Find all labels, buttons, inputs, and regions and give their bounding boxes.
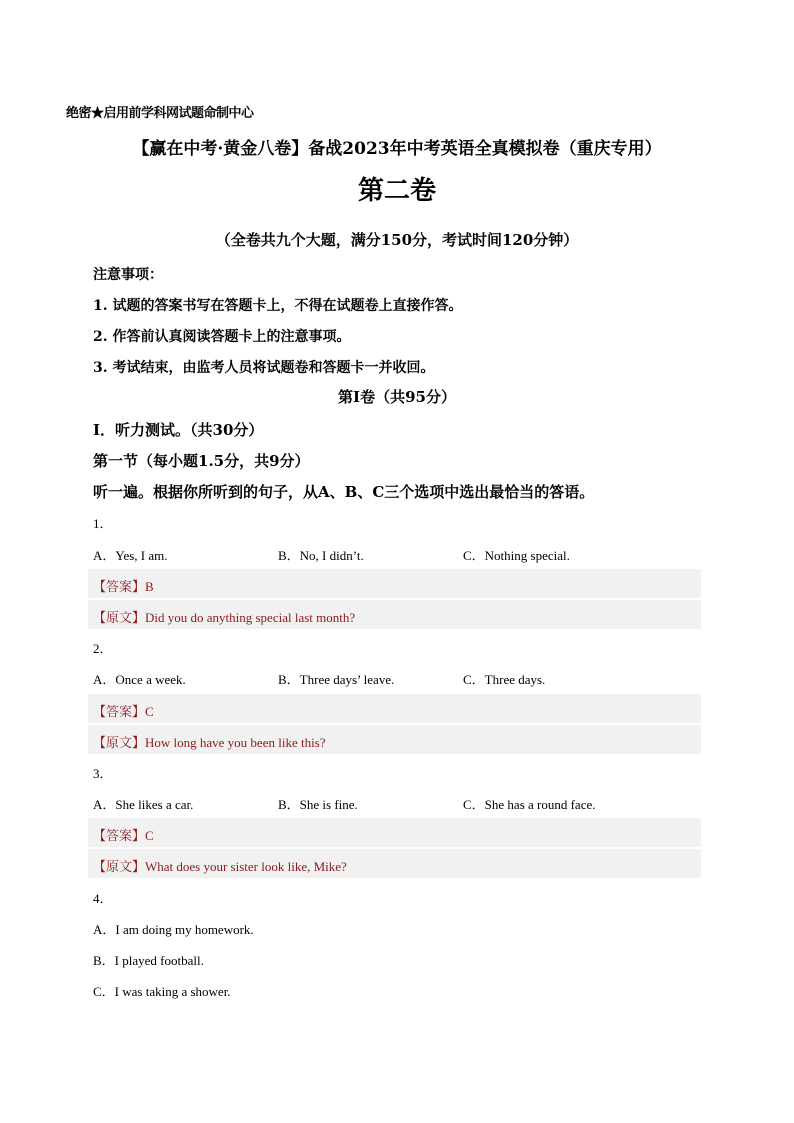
exam-subtitle: （全卷共九个大题，满分150分，考试时间120分钟） xyxy=(215,231,579,249)
notes-heading: 注意事项： xyxy=(93,267,163,283)
answer-text: 【答案】C xyxy=(93,828,154,843)
transcript-text: 【原文】Did you do anything special last month? xyxy=(93,610,356,625)
question-number: 2． xyxy=(93,641,113,656)
part-heading: 第I卷（共95分） xyxy=(338,388,456,406)
answer-band xyxy=(88,569,701,598)
note-item: 2. 作答前认真阅读答题卡上的注意事项。 xyxy=(93,329,351,345)
section-heading: I．听力测试。（共30分） xyxy=(93,421,264,439)
answer-band xyxy=(88,818,701,847)
subsection-heading: 第一节（每小题1.5分，共9分） xyxy=(93,452,310,470)
transcript-band xyxy=(88,600,701,629)
answer-text: 【答案】B xyxy=(93,579,154,594)
note-item: 3. 考试结束，由监考人员将试题卷和答题卡一并收回。 xyxy=(93,360,435,376)
option-a: A．Once a week. xyxy=(93,672,186,687)
question-number: 4． xyxy=(93,891,113,906)
volume-title: 第二卷 xyxy=(357,176,436,206)
transcript-text: 【原文】How long have you been like this? xyxy=(93,735,326,750)
option-c: C．Nothing special. xyxy=(463,548,570,563)
option-b: B．No, I didn’t. xyxy=(278,548,364,563)
option-a: A．I am doing my homework. xyxy=(93,922,254,937)
question-number: 1． xyxy=(93,516,113,531)
answer-band xyxy=(88,694,701,723)
option-b: B．She is fine. xyxy=(278,797,358,812)
secret-label: 绝密★启用前学科网试题命制中心 xyxy=(66,106,254,121)
option-a: A．Yes, I am. xyxy=(93,548,168,563)
transcript-band xyxy=(88,849,701,878)
option-b: B．Three days’ leave. xyxy=(278,672,395,687)
note-item: 1. 试题的答案书写在答题卡上，不得在试题卷上直接作答。 xyxy=(93,298,463,314)
transcript-band xyxy=(88,725,701,754)
option-a: A．She likes a car. xyxy=(93,797,194,812)
option-c: C．She has a round face. xyxy=(463,797,596,812)
option-c: C．I was taking a shower. xyxy=(93,984,231,999)
answer-text: 【答案】C xyxy=(93,704,154,719)
option-b: B．I played football. xyxy=(93,953,204,968)
section-instruction: 听一遍。根据你所听到的句子，从A、B、C三个选项中选出最恰当的答语。 xyxy=(93,483,595,501)
question-number: 3． xyxy=(93,766,113,781)
option-c: C．Three days. xyxy=(463,672,546,687)
exam-title: 【赢在中考·黄金八卷】备战2023年中考英语全真模拟卷（重庆专用） xyxy=(132,139,662,159)
transcript-text: 【原文】What does your sister look like, Mike? xyxy=(93,859,347,874)
